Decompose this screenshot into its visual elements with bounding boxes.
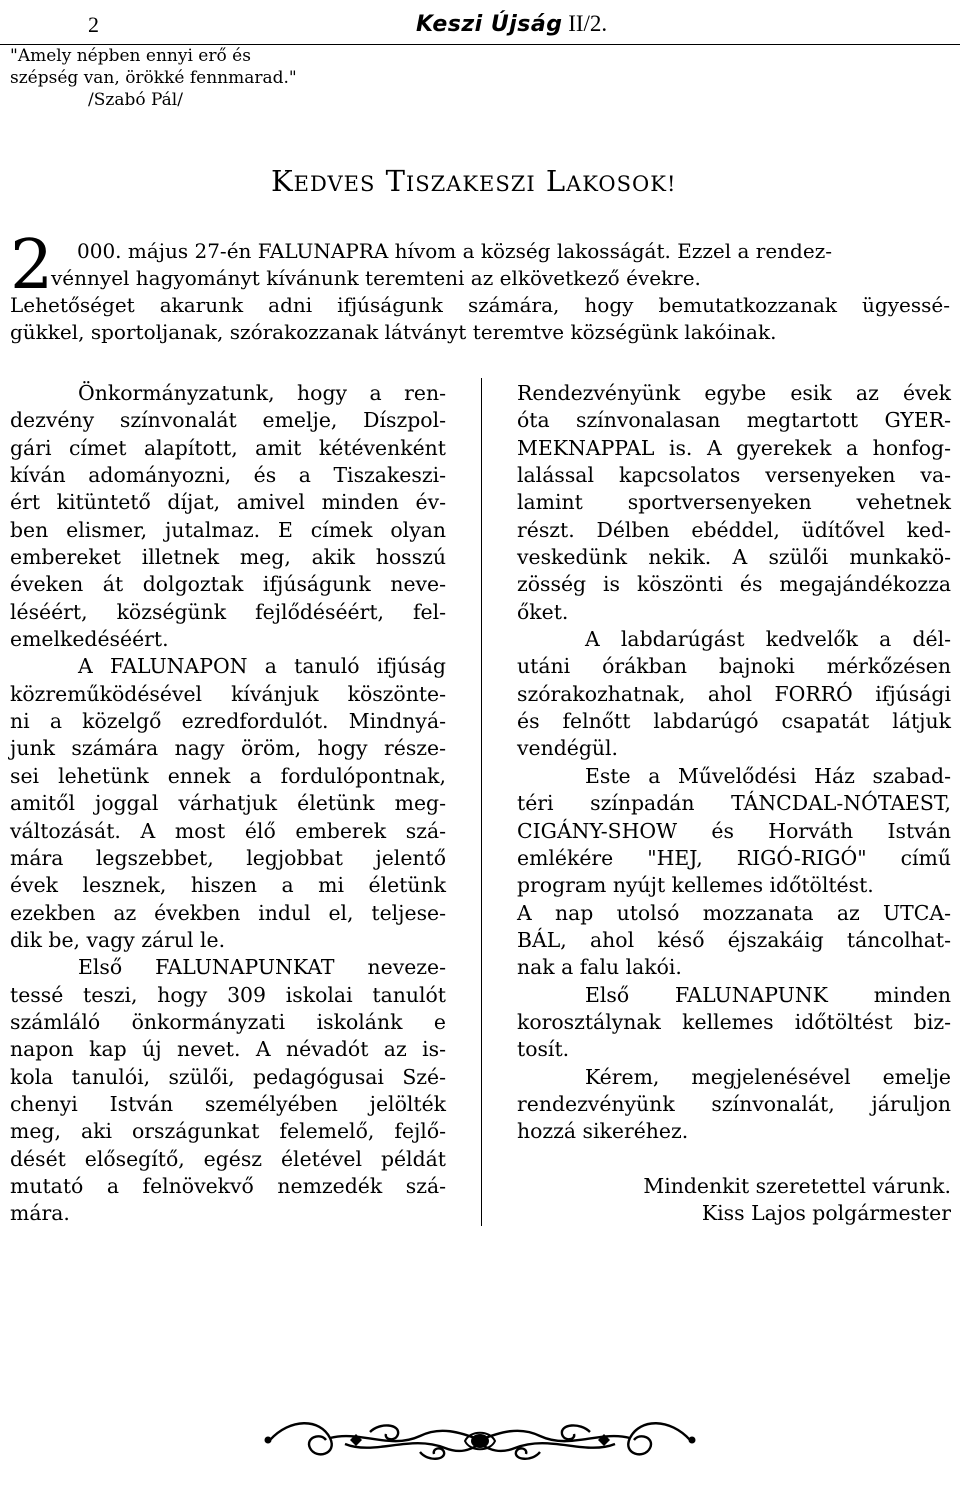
- left-column-line: számláló önkormányzati iskolánk e: [10, 1009, 446, 1034]
- right-column-line: Rendezvényünk egybe esik az évek: [517, 381, 951, 405]
- left-column-line: mára.: [10, 1201, 70, 1226]
- right-column-line: tosít.: [517, 1037, 570, 1062]
- masthead-issue: II/2.: [568, 11, 608, 36]
- page-header: [0, 0, 960, 46]
- masthead-title: Keszi Újság: [416, 12, 563, 37]
- left-column-line: ni a közelgő ezredfordulót. Mindnyá-: [10, 709, 446, 734]
- left-column-line: A FALUNAPON a tanuló ifjúság: [78, 654, 446, 679]
- closing-spacer: [517, 1146, 951, 1173]
- right-column-line: téri színpadán TÁNCDAL-NÓTAEST,: [517, 791, 951, 816]
- right-column-line: utáni órákban bajnoki mérkőzésen: [517, 654, 951, 679]
- left-column-line: változását. A most élő emberek szá-: [10, 818, 446, 843]
- column-divider: [481, 378, 482, 1226]
- left-column-line: ezekben az években indul el, teljese-: [10, 900, 446, 925]
- left-column-line: kola tanulói, szülői, pedagógusai Szé-: [10, 1064, 446, 1089]
- left-column-line: embereket illetnek meg, akik hosszú: [10, 545, 446, 570]
- right-column-line: hozzá sikeréhez.: [517, 1119, 689, 1144]
- motto-author: /Szabó Pál/: [88, 90, 183, 110]
- right-column-line: korosztálynak kellemes időtöltést biz-: [517, 1009, 951, 1034]
- right-column-line: Este a Művelődési Ház szabad-: [585, 763, 951, 788]
- right-column: [517, 380, 951, 1228]
- right-column-line: Első FALUNAPUNK minden: [585, 982, 951, 1007]
- right-column-line: szórakozhatnak, ahol FORRÓ ifjúsági: [517, 681, 951, 706]
- right-column-line: BÁL, ahol késő éjszakáig táncolhat-: [517, 927, 951, 952]
- left-column-line: dését elősegítő, egész életével példát: [10, 1146, 446, 1171]
- left-column-line: meg, aki országunkat felemelő, fejlő-: [10, 1119, 446, 1144]
- left-column-line: közreműködésével kívánjuk köszönte-: [10, 681, 446, 706]
- right-column-line: MEKNAPPAL is. A gyerekek a honfog-: [517, 435, 951, 460]
- left-column-line: léséért, községünk fejlődéséért, fel-: [10, 599, 446, 624]
- decorative-scroll-divider-icon: [250, 1410, 710, 1468]
- right-column-line: zösség is köszönti és megajándékozza: [517, 572, 951, 597]
- right-column-line: Kérem, megjelenésével emelje: [585, 1064, 951, 1089]
- left-column-line: Önkormányzatunk, hogy a ren-: [78, 381, 446, 405]
- left-column-line: tessé teszi, hogy 309 iskolai tanulót: [10, 982, 446, 1007]
- left-column-line: gári címet alapított, amit kétévenként: [10, 435, 446, 460]
- right-column-line: program nyújt kellemes időtöltést.: [517, 873, 874, 898]
- page-number: 2: [88, 12, 99, 37]
- left-column-line: dezvény színvonalát emelje, Díszpol-: [10, 408, 446, 433]
- right-column-line: vendégül.: [517, 736, 619, 761]
- motto-quote: [10, 45, 310, 111]
- motto-line-2: szépség van, örökké fennmarad.": [10, 68, 297, 88]
- right-column-line: veskedünk nekik. A szülői munkakö-: [517, 545, 951, 570]
- intro-line-4: gükkel, sportoljanak, szórakozzanak látványt teremtve községünk lakóinak.: [10, 320, 777, 344]
- right-column-line: és felnőtt labdarúgó csapatát látjuk: [517, 709, 951, 734]
- left-column-line: ért kitüntető díjat, amivel minden év-: [10, 490, 446, 515]
- left-column-line: éveken át dolgoztak ifjúságunk neve-: [10, 572, 446, 597]
- left-column: [10, 380, 446, 1228]
- left-column-line: ben elismer, jutalmaz. E címek olyan: [10, 517, 446, 542]
- right-column-line: őket.: [517, 599, 569, 624]
- left-column-line: emelkedéséért.: [10, 627, 169, 652]
- drop-cap: 2: [10, 226, 54, 305]
- motto-line-1: "Amely népben ennyi erő és: [10, 46, 251, 66]
- right-column-line: nak a falu lakói.: [517, 955, 682, 980]
- greeting-heading: [271, 164, 676, 198]
- right-column-line: lalással kapcsolatos versenyeken va-: [517, 463, 951, 488]
- right-column-line: óta színvonalasan megtartott GYER-: [517, 408, 951, 433]
- right-column-line: részt. Délben ebéddel, üdítővel ked-: [517, 517, 951, 542]
- intro-line-2: vénnyel hagyományt kívánunk teremteni az elkövetkező évekre.: [51, 266, 701, 290]
- left-column-line: mára legszebbet, legjobbat jelentő: [10, 845, 446, 870]
- left-column-line: junk számára nagy öröm, hogy része-: [10, 736, 446, 761]
- left-column-line: évek lesznek, hiszen a mi életünk: [10, 873, 446, 898]
- right-column-line: CIGÁNY-SHOW és Horváth István: [517, 818, 951, 843]
- left-column-line: sei lehetünk ennek a fordulópontnak,: [10, 763, 446, 788]
- masthead: [416, 11, 607, 37]
- left-column-line: chenyi István személyében jelölték: [10, 1091, 446, 1116]
- right-column-line: A nap utolsó mozzanata az UTCA-: [517, 900, 951, 925]
- intro-line-1: 000. május 27-én FALUNAPRA hívom a község lakosságát. Ezzel a rendez-: [77, 239, 832, 263]
- intro-paragraph: [10, 226, 950, 346]
- right-column-line: emlékére "HEJ, RIGÓ-RIGÓ" című: [517, 845, 951, 870]
- signature: Kiss Lajos polgármester: [701, 1201, 951, 1226]
- left-column-line: mutató a felnövekvő nemzedék szá-: [10, 1173, 446, 1198]
- left-column-line: kíván adományozni, és a Tiszakeszi-: [10, 463, 446, 488]
- left-column-line: Első FALUNAPUNKAT neveze-: [78, 955, 446, 980]
- left-column-line: napon kap új nevet. A névadót az is-: [10, 1037, 446, 1062]
- right-column-line: rendezvényünk színvonalát, járuljon: [517, 1091, 951, 1116]
- right-column-line: lamint sportversenyeken vehetnek: [517, 490, 951, 515]
- closing-line: Mindenkit szeretettel várunk.: [643, 1173, 951, 1198]
- right-column-line: A labdarúgást kedvelők a dél-: [585, 627, 951, 652]
- left-column-line: amitől joggal várhatjuk életünk meg-: [10, 791, 446, 816]
- intro-line-3: Lehetőséget akarunk adni ifjúságunk számára, hogy bemutatkozzanak ügyessé-: [10, 293, 950, 317]
- left-column-line: dik be, vagy zárul le.: [10, 927, 226, 952]
- greeting-text: KEDVES TISZAKESZI LAKOSOK!: [271, 164, 677, 198]
